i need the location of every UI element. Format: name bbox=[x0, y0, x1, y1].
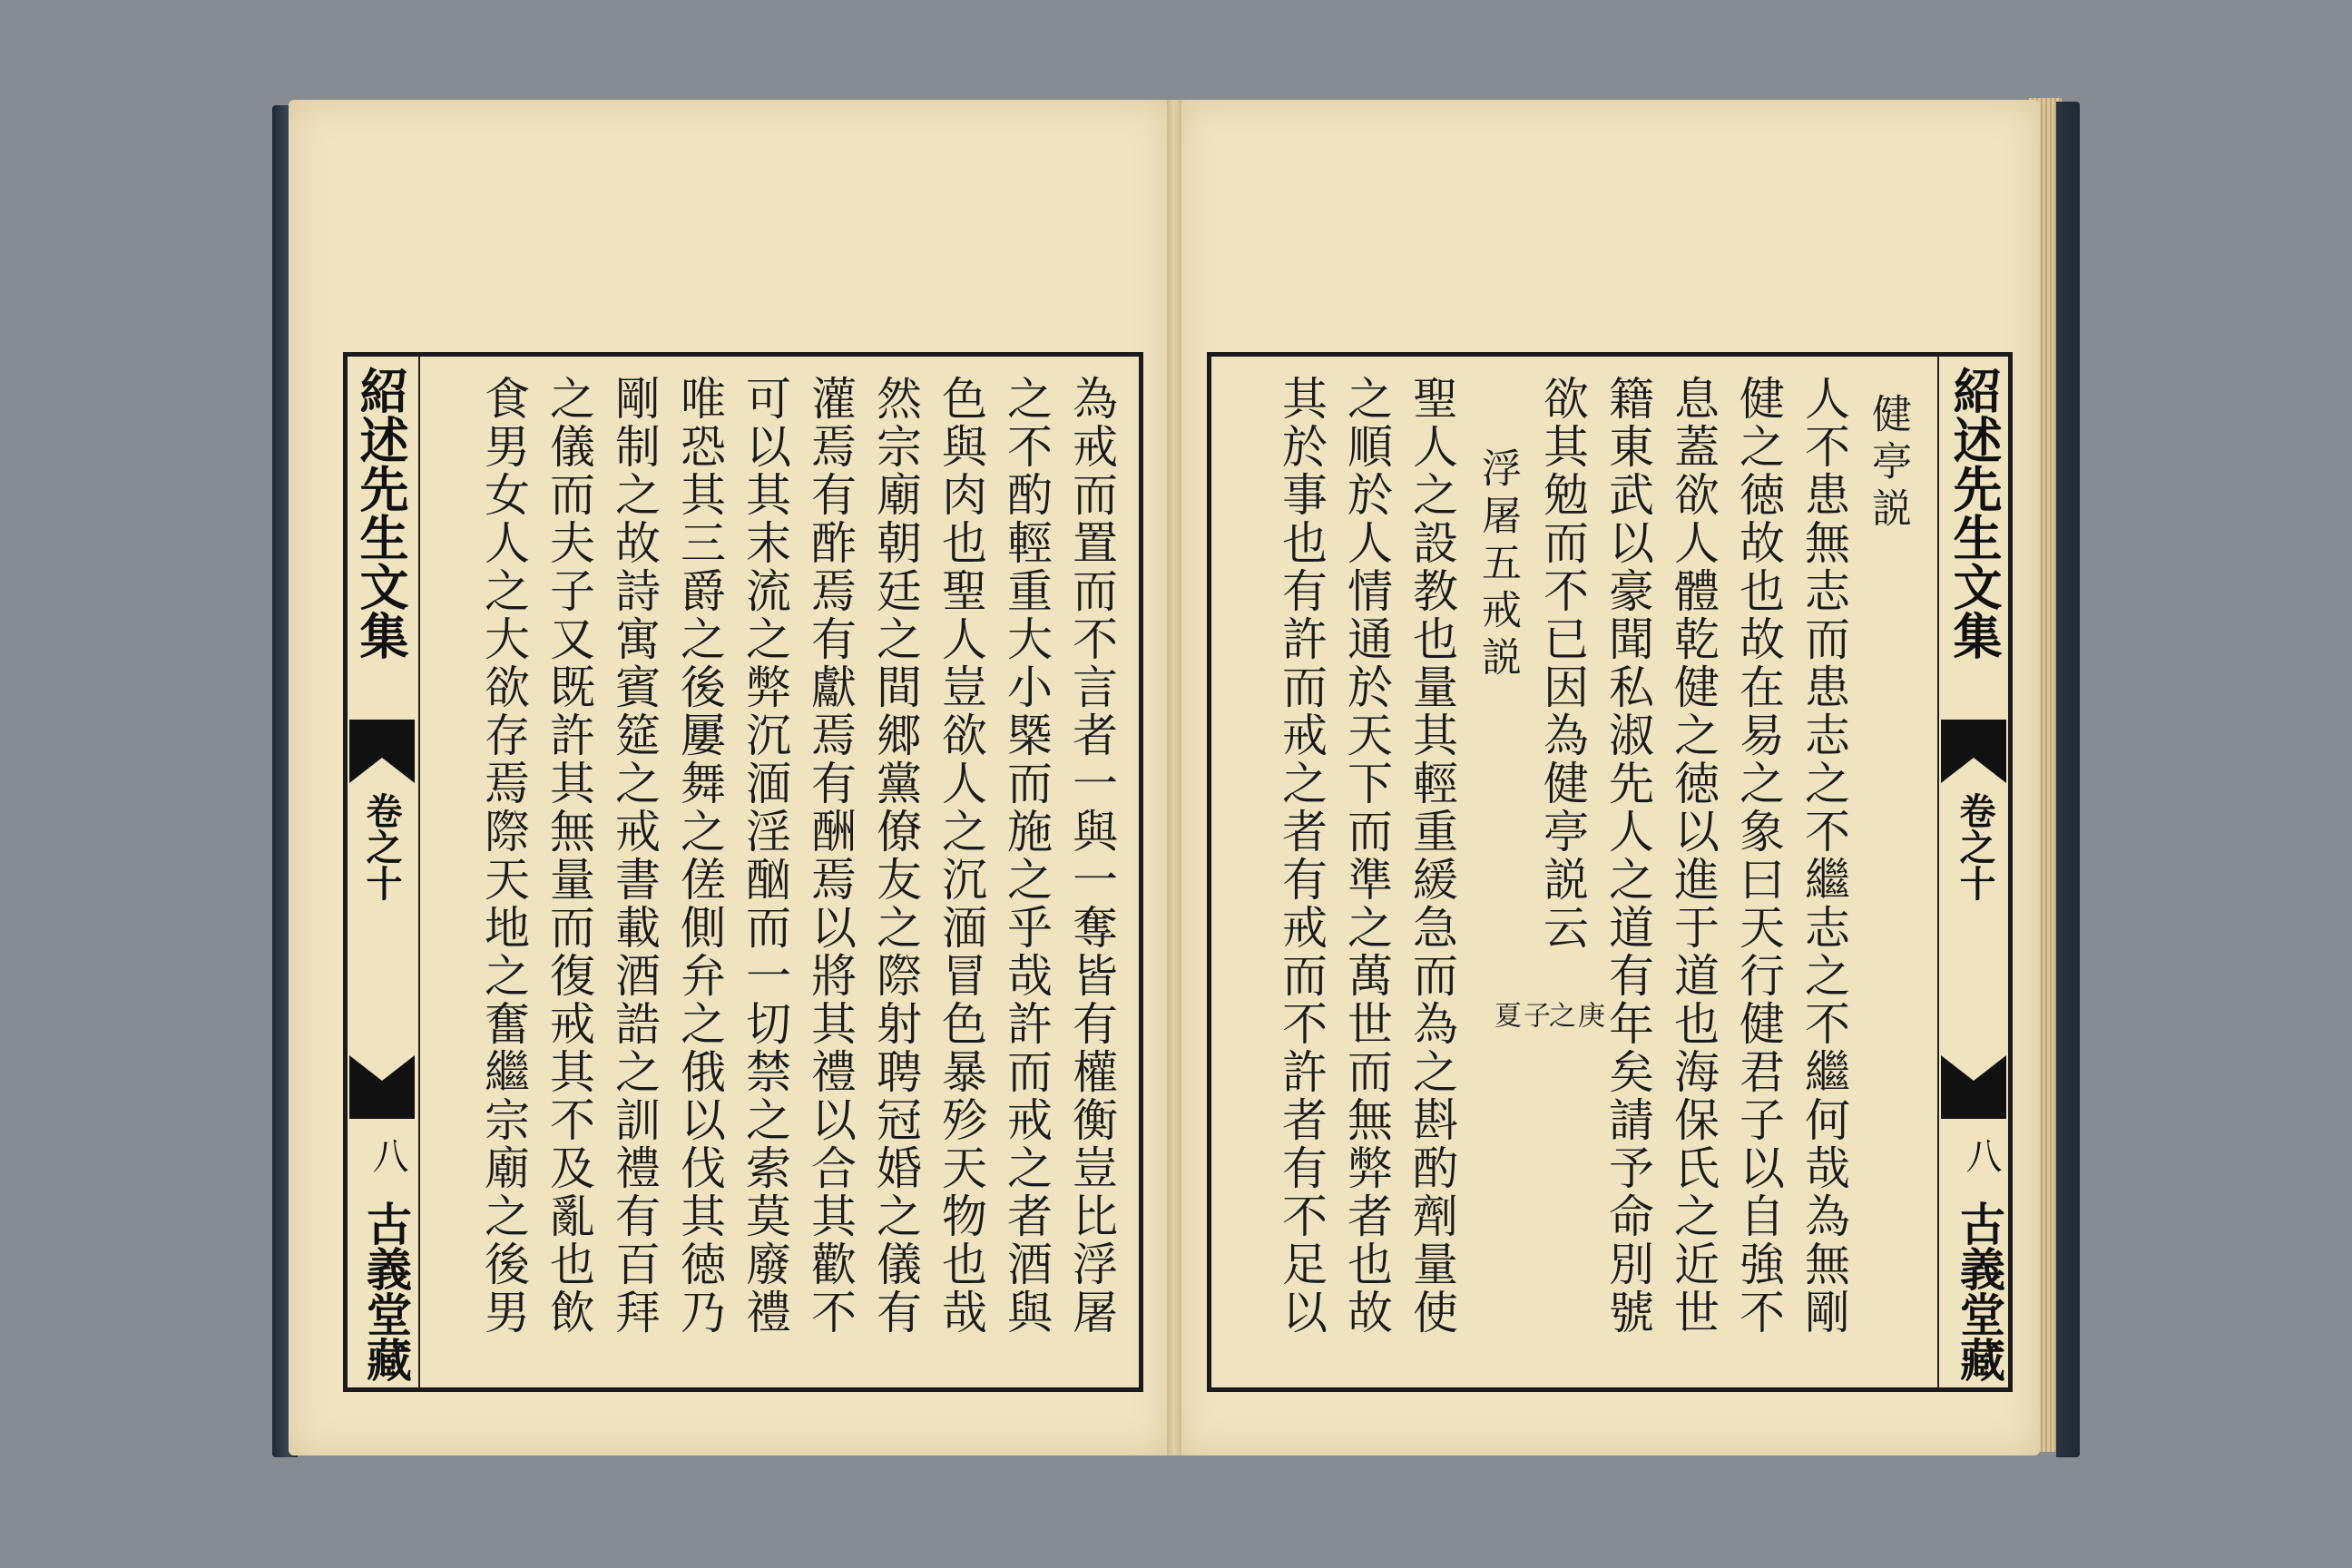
text-column-r5: 籍東武以豪聞私淑先人之道有年矣請予命別號 bbox=[1602, 375, 1654, 1337]
text-column-l5: 灌焉有酢焉有獻焉有酬焉以將其禮以合其歡不 bbox=[804, 375, 857, 1337]
fish-tail-ornament-bottom-left bbox=[349, 1055, 415, 1119]
text-column-l1: 為戒而置而不言者一與一奪皆有權衡豈比浮屠 bbox=[1065, 375, 1118, 1337]
text-column-r1: 健亭説 bbox=[1865, 393, 1911, 534]
imprint-left: 古義堂藏 bbox=[359, 1200, 413, 1382]
folio-number-right: 八 bbox=[1960, 1137, 2002, 1173]
volume-label-left: 卷之十 bbox=[360, 792, 403, 901]
folio-number-left: 八 bbox=[367, 1137, 408, 1173]
right-page-text-frame bbox=[1207, 352, 2013, 1392]
right-hashira bbox=[1937, 357, 2010, 1387]
running-title-left: 紹述先生文集 bbox=[352, 366, 410, 660]
date-note-line1: 庚子 bbox=[1518, 1001, 1604, 1031]
text-column-l6: 可以其末流之弊沉湎淫酗而一切禁之索莫廢禮 bbox=[739, 375, 791, 1337]
book-gutter bbox=[1167, 100, 1181, 1455]
imprint-right: 古義堂藏 bbox=[1953, 1200, 2006, 1382]
text-column-r9: 之順於人情通於天下而準之萬世而無弊者也故 bbox=[1340, 375, 1393, 1337]
date-note-line2: 之夏 bbox=[1489, 1001, 1575, 1031]
text-column-r7: 浮屠五戒説 bbox=[1475, 447, 1521, 683]
fish-tail-ornament-top-left bbox=[349, 720, 415, 783]
fish-tail-ornament-bottom bbox=[1941, 1055, 2006, 1119]
text-column-l3: 色與肉也聖人豈欲人之沉湎冒色暴殄天物也哉 bbox=[935, 375, 987, 1337]
cover-edge-right bbox=[2056, 102, 2080, 1457]
text-column-r8: 聖人之設教也量其輕重緩急而為之斟酌劑量使 bbox=[1406, 375, 1458, 1337]
running-title-right: 紹述先生文集 bbox=[1945, 366, 2004, 660]
text-column-r3: 健之徳故也故在易之象曰天行健君子以自強不 bbox=[1732, 375, 1785, 1337]
fish-tail-ornament-top bbox=[1941, 720, 2006, 783]
text-column-l7: 唯恐其三爵之後屢舞之傞側弁之俄以伐其徳乃 bbox=[673, 375, 726, 1337]
text-column-l10: 食男女人之大欲存焉際天地之奮繼宗廟之後男 bbox=[477, 375, 530, 1337]
text-column-l4: 然宗廟朝廷之間郷黨僚友之際射聘冠婚之儀有 bbox=[869, 375, 922, 1337]
text-column-r4: 息蓋欲人體乾健之徳以進于道也海保氏之近世 bbox=[1667, 375, 1720, 1337]
left-hashira bbox=[348, 357, 420, 1387]
text-column-r6: 欲其勉而不已因為健亭説云 bbox=[1536, 375, 1589, 952]
text-column-l9: 之儀而夫子又既許其無量而復戒其不及亂也飲 bbox=[543, 375, 595, 1337]
text-column-r10: 其於事也有許而戒之者有戒而不許者有不足以 bbox=[1275, 375, 1328, 1337]
volume-label-right: 卷之十 bbox=[1954, 792, 1996, 901]
text-column-r2: 人不患無志而患志之不繼志之不繼何哉為無剛 bbox=[1798, 375, 1850, 1337]
text-column-l2: 之不酌輕重大小槩而施之乎哉許而戒之者酒與 bbox=[1000, 375, 1053, 1337]
left-page-text-frame bbox=[343, 352, 1143, 1392]
text-column-l8: 剛制之故詩寓賓筵之戒書載酒誥之訓禮有百拜 bbox=[608, 375, 661, 1337]
